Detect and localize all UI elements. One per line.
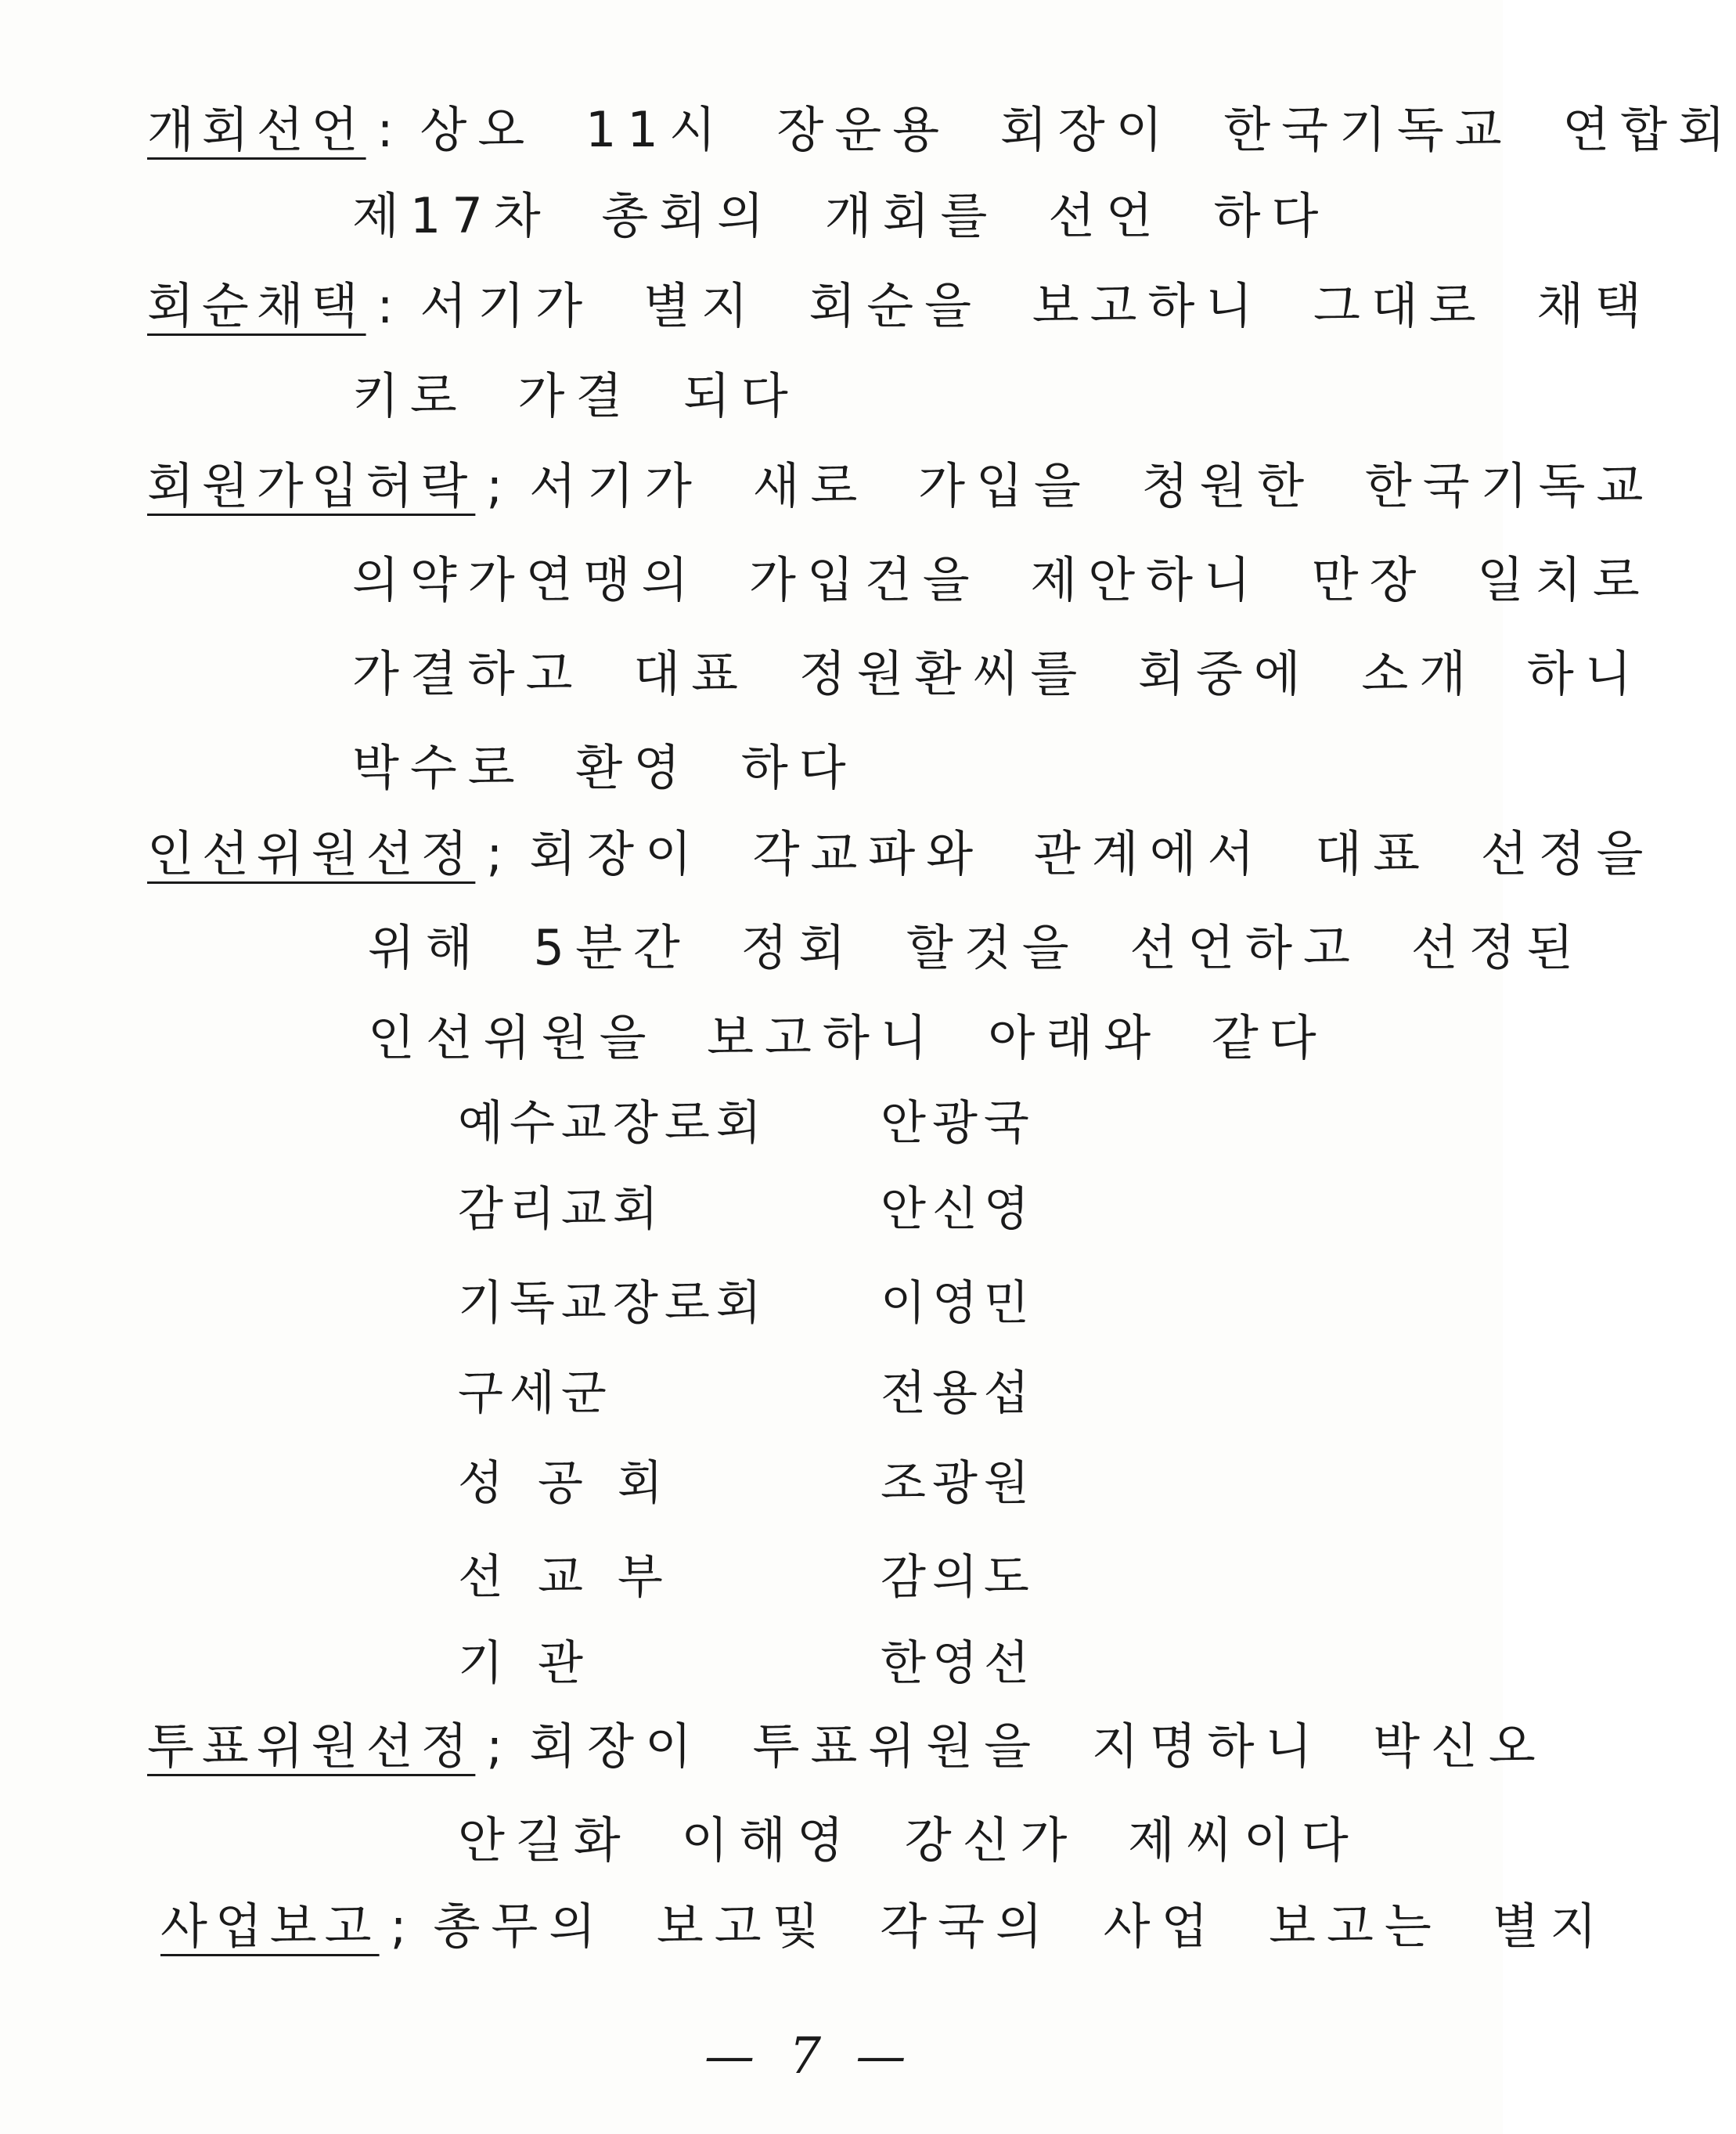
committee-org: 예수교장로회 (458, 1096, 768, 1151)
text-line: 총무의 보고및 각국의 사업 보고는 별지 (433, 1898, 1608, 1955)
paragraph-opening-line-2: 제17차 총회의 개회를 선언 하다 (352, 187, 1330, 244)
committee-member: 전용섭 (881, 1366, 1035, 1421)
separator: : (376, 277, 402, 334)
text-line: 서기가 별지 회순을 보고하니 그대로 채택 (420, 277, 1653, 334)
separator: ; (486, 457, 511, 514)
section-label-report: 사업보고 (160, 1898, 380, 1955)
committee-member: 안광국 (881, 1096, 1035, 1151)
paragraph-nomination-line-3: 인선위원을 보고하니 아래와 같다 (368, 1009, 1327, 1066)
separator: ; (486, 1718, 511, 1775)
section-label-vote: 투표위원선정 (147, 1718, 476, 1775)
committee-org: 성공회 (458, 1456, 697, 1511)
committee-member: 감의도 (881, 1550, 1035, 1605)
paragraph-membership-line-2: 의약가연맹의 가입건을 제안하니 만장 일치로 (352, 551, 1651, 608)
separator: ; (390, 1898, 415, 1955)
text-line: 서기가 새로 가입을 청원한 한국기독교 (529, 457, 1655, 514)
committee-org: 기독교장로회 (458, 1276, 768, 1331)
committee-member: 조광원 (881, 1456, 1035, 1511)
text-line: 회장이 각교파와 관계에서 대표 선정을 (529, 825, 1655, 882)
paragraph-report-line-1 (160, 1898, 1608, 1955)
section-label-membership: 회원가입허락 (147, 457, 476, 514)
committee-org: 구세군 (458, 1366, 613, 1421)
section-label-opening: 개회선언 (147, 101, 366, 158)
committee-org: 기관 (458, 1636, 618, 1691)
paragraph-nomination-line-1 (147, 825, 1655, 882)
paragraph-vote-line-1 (147, 1718, 1547, 1775)
committee-org: 선교부 (458, 1550, 697, 1605)
text-line: 상오 11시 장운용 회장이 한국기독교 연합회 (420, 101, 1736, 158)
separator: ; (486, 825, 511, 882)
committee-member: 안신영 (881, 1182, 1035, 1237)
paragraph-opening-line-1 (147, 101, 1736, 158)
section-label-agenda: 회순채택 (147, 277, 366, 334)
committee-member: 한영선 (881, 1636, 1035, 1691)
paragraph-agenda-line-1 (147, 277, 1653, 334)
committee-member: 이영민 (881, 1276, 1035, 1331)
text-line: 회장이 투표위원을 지명하니 박신오 (529, 1718, 1547, 1775)
paragraph-membership-line-3: 가결하고 대표 정원환씨를 회중에 소개 하니 (352, 645, 1643, 702)
page-number: — 7 — (704, 2028, 916, 2085)
paragraph-agenda-line-2: 키로 가결 되다 (352, 367, 799, 424)
paragraph-vote-line-2: 안길화 이해영 강신가 제씨이다 (458, 1811, 1360, 1869)
paragraph-membership-line-1 (147, 457, 1655, 514)
paragraph-membership-line-4: 박수로 환영 하다 (352, 739, 857, 796)
section-label-nomination: 인선위원선정 (147, 825, 476, 882)
paragraph-nomination-line-2: 위해 5분간 정회 할것을 선언하고 선정된 (368, 919, 1585, 976)
separator: : (376, 101, 402, 158)
committee-org: 감리교회 (458, 1182, 665, 1237)
